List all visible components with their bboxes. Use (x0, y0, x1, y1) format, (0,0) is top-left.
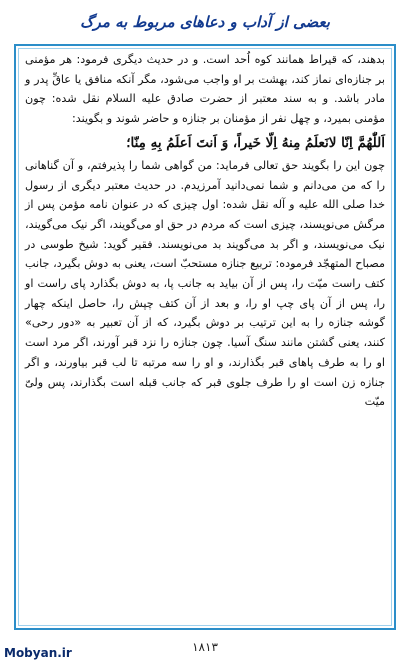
page-header (0, 4, 410, 44)
text-frame (14, 44, 396, 630)
paragraph-1: بدهند، که قیراط همانند کوه اُحد است. و در حدیث دیگری فرمود: هر مؤمنی بر جنازه‌ای نماز کند، بهشت بر او واجب می‌شود، مگر آنکه منافق یا عاقِّ پدر و مادر باشد. و به سند معتبر از حضرت صادق علیه السلام نقل شده: چون مؤمنی بمیرد، و چهل نفر از مؤمنان بر جنازه و حاضر شوند و بگویند: (25, 53, 385, 126)
site-watermark: Mobyan.ir (4, 646, 72, 660)
chapter-title: بعضی از آداب و دعاهای مربوط به مرگ (80, 13, 330, 31)
paragraph-2: چون این را بگویند حق تعالی فرماید: من گواهی شما را پذیرفتم، و آن گناهانی را که من می‌دانم و شما نمی‌دانید آمرزیدم. در حدیث معتبر دیگری از رسول خدا صلی الله علیه و آله نقل شده: اول چیزی که در عنوان نامه مؤمن پس از مرگش می‌نویسند، چیزی است که مردم در حق او می‌گویند، اگر نیک می‌گویند، نیک می‌نویسند، و اگر بد می‌گویند بد می‌نویسند. فقیر گوید: شیخ طوسی در مصباح المتهجّد فرموده: تربیع جنازه مستحبّ است، یعنی به دوش بگیرد، جانب کتف راست میّت را، پس از آن بیاید به جانب پا، به دوش بگذارد پای راست او را، پس از آن پای چپ او را، و بعد از آن کتف چپش را، حاصل اینکه چهار گوشه جنازه را به این ترتیب بر دوش بگیرد، که از آن تعبیر به «دور رحی» کنند، یعنی گشتن مانند سنگ آسیا. چون جنازه را نزد قبر آورند، اگر مرد است او را به طرف پاهای قبر بگذارند، و او را سه مرتبه تا لب قبر بیاورند، و اگر جنازه زن است او را طرف جلوی قبر که جانب قبله است بگذارند، پس ولیّ میّت (25, 158, 385, 409)
body-text (25, 50, 385, 412)
dua-text: اَللّٰهُمَّ اِنّا لانَعلَمُ مِنهُ اِلّا خَيراً، وَ اَنتَ اَعلَمُ بِهِ مِنّا؛ (126, 134, 385, 151)
page-number: ۱۸۱۳ (192, 640, 218, 654)
